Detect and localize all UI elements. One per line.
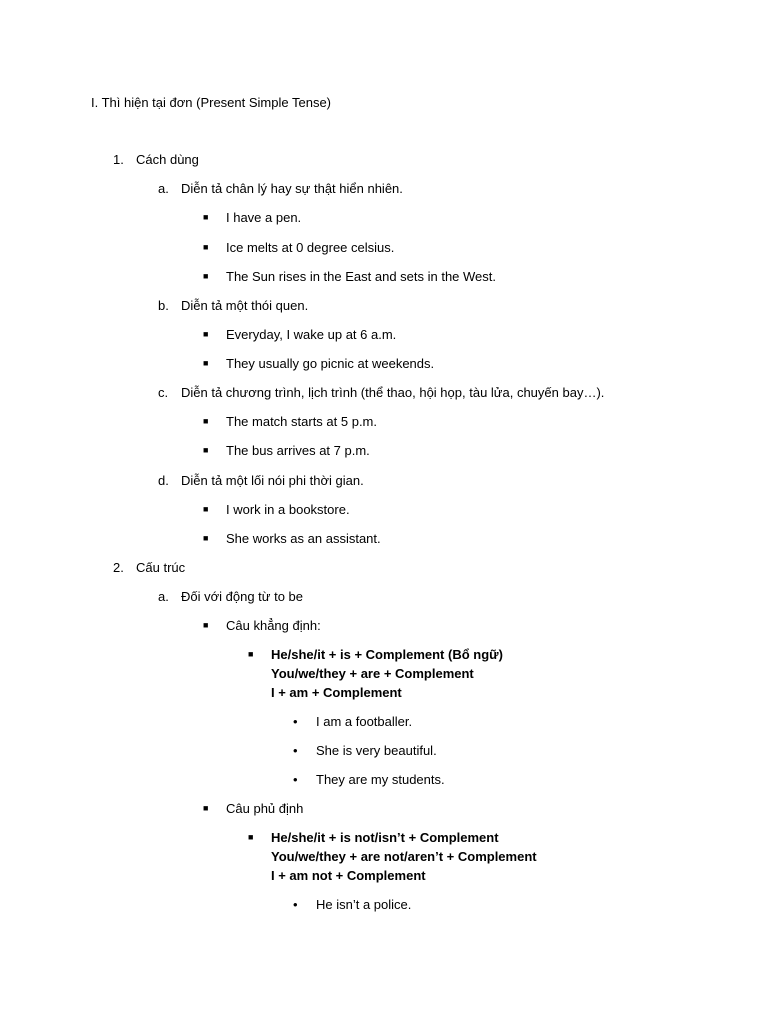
example-item: I have a pen. (226, 210, 302, 225)
section-2-number: 2. (113, 560, 124, 575)
square-bullet-icon: ■ (203, 329, 209, 339)
negative-label: Câu phủ định (226, 801, 304, 816)
usage-item-b: Diễn tả một thói quen. (181, 298, 309, 313)
example-item: He isn’t a police. (316, 897, 412, 912)
example-item: She works as an assistant. (226, 531, 381, 546)
formula-line: You/we/they + are + Complement (271, 666, 474, 681)
square-bullet-icon: ■ (203, 271, 209, 281)
round-bullet-icon: • (293, 743, 298, 758)
square-bullet-icon: ■ (203, 242, 209, 252)
square-bullet-icon: ■ (248, 832, 254, 842)
document-title: I. Thì hiện tại đơn (Present Simple Tense) (91, 95, 331, 110)
list-marker-a: a. (158, 181, 169, 196)
usage-item-a: Diễn tả chân lý hay sự thật hiển nhiên. (181, 181, 403, 196)
section-1-heading: Cách dùng (136, 152, 199, 167)
formula-line: I + am not + Complement (271, 868, 426, 883)
affirmative-label: Câu khẳng định: (226, 618, 321, 633)
formula-line: You/we/they + are not/aren’t + Complement (271, 849, 537, 864)
list-marker-b: b. (158, 298, 169, 313)
square-bullet-icon: ■ (203, 212, 209, 222)
list-marker-a: a. (158, 589, 169, 604)
formula-line: He/she/it + is not/isn’t + Complement (271, 830, 499, 845)
example-item: She is very beautiful. (316, 743, 437, 758)
example-item: The Sun rises in the East and sets in the West. (226, 269, 497, 284)
square-bullet-icon: ■ (203, 504, 209, 514)
example-item: I work in a bookstore. (226, 502, 350, 517)
example-item: Ice melts at 0 degree celsius. (226, 240, 395, 255)
list-marker-c: c. (158, 385, 169, 400)
section-2-heading: Cấu trúc (136, 560, 186, 575)
example-item: The bus arrives at 7 p.m. (226, 443, 370, 458)
round-bullet-icon: • (293, 772, 298, 787)
example-item: They usually go picnic at weekends. (226, 356, 435, 371)
square-bullet-icon: ■ (203, 416, 209, 426)
formula-line: I + am + Complement (271, 685, 402, 700)
example-item: I am a footballer. (316, 714, 413, 729)
square-bullet-icon: ■ (203, 358, 209, 368)
usage-item-c: Diễn tả chương trình, lịch trình (thể thao, hội họp, tàu lửa, chuyến bay…). (181, 385, 605, 400)
formula-line: He/she/it + is + Complement (Bổ ngữ) (271, 647, 503, 662)
section-1-number: 1. (113, 152, 124, 167)
square-bullet-icon: ■ (203, 803, 209, 813)
example-item: Everyday, I wake up at 6 a.m. (226, 327, 397, 342)
round-bullet-icon: • (293, 714, 298, 729)
structure-item-a: Đối với động từ to be (181, 589, 304, 604)
example-item: They are my students. (316, 772, 445, 787)
usage-item-d: Diễn tả một lối nói phi thời gian. (181, 473, 364, 488)
list-marker-d: d. (158, 473, 169, 488)
square-bullet-icon: ■ (203, 533, 209, 543)
example-item: The match starts at 5 p.m. (226, 414, 377, 429)
square-bullet-icon: ■ (203, 445, 209, 455)
square-bullet-icon: ■ (203, 620, 209, 630)
round-bullet-icon: • (293, 897, 298, 912)
square-bullet-icon: ■ (248, 649, 254, 659)
